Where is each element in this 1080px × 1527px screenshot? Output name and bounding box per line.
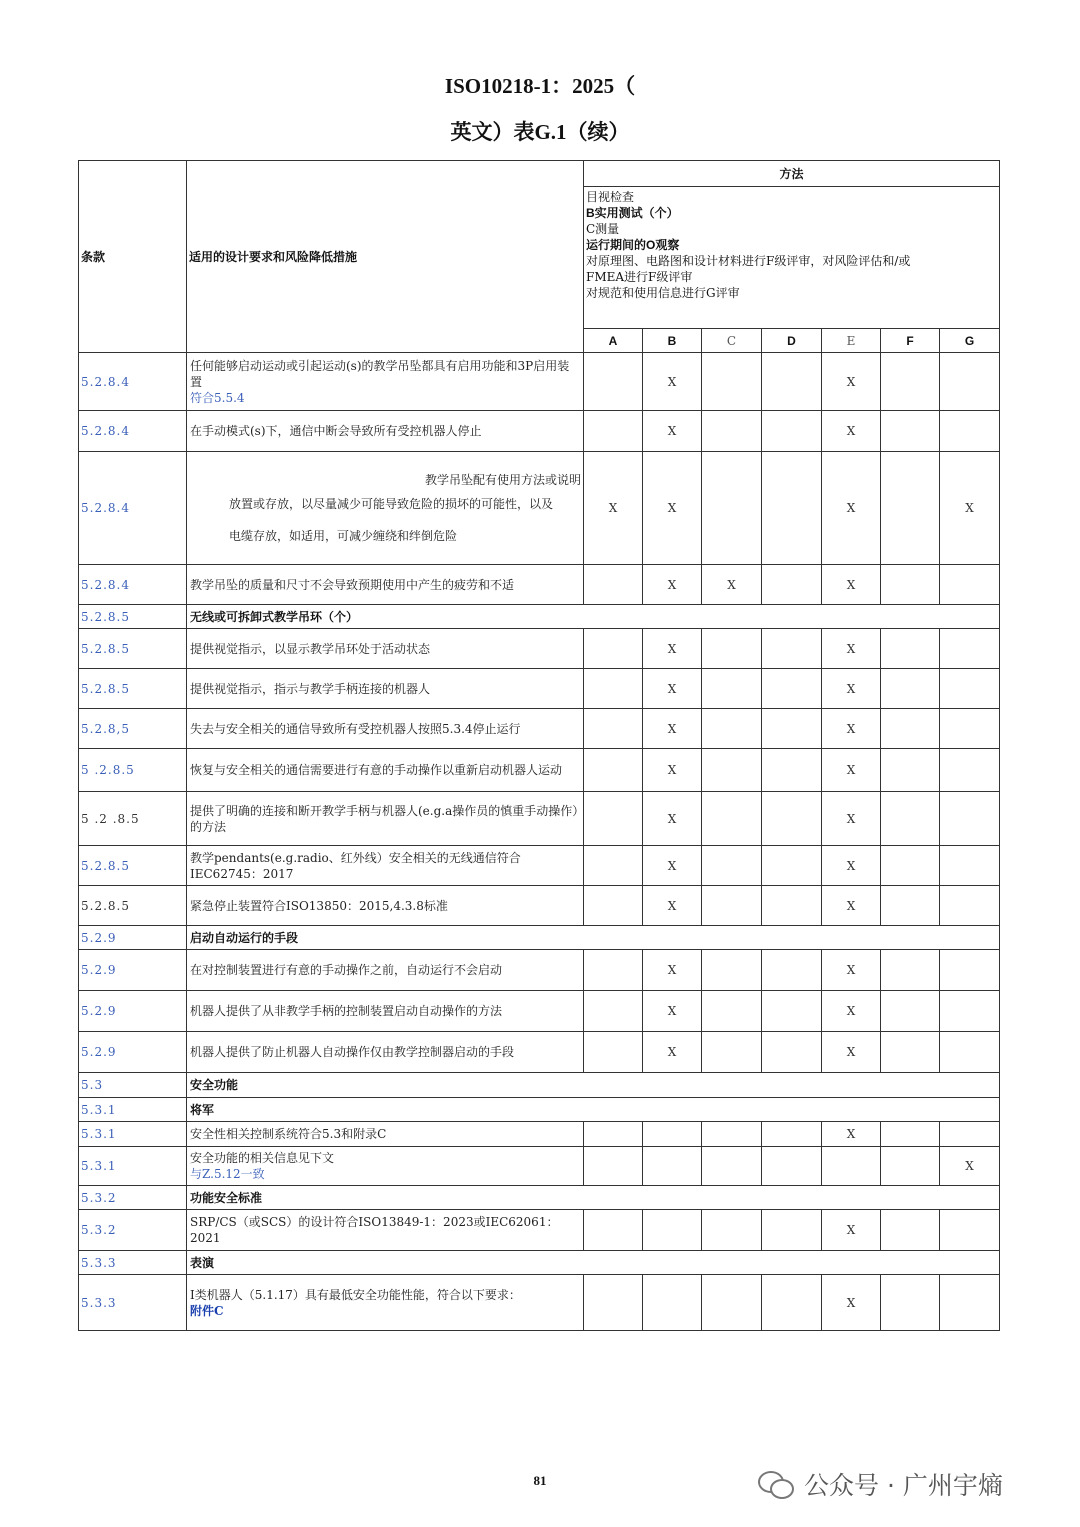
legend-line: 对原理图、电路图和设计材料进行F级评审，对风险评估和/或 [586, 254, 911, 268]
mark-cell-a [584, 886, 643, 926]
requirement-reference: 附件C [190, 1303, 224, 1318]
legend-line: 运行期间的O观察 [586, 238, 680, 252]
section-row [79, 1098, 1000, 1122]
mark-cell-g [940, 792, 1000, 846]
mark-cell-d [762, 792, 822, 846]
mark-cell-b [643, 1275, 702, 1331]
mark-cell-c [702, 1122, 762, 1147]
mark-cell-g [940, 411, 1000, 452]
clause-number: 5.2.9 [79, 1032, 187, 1073]
requirement-text [187, 991, 584, 1032]
clause-number: 5.2.9 [79, 926, 187, 950]
mark-cell-a [584, 1032, 643, 1073]
clause-number: 5.2.8.4 [79, 353, 187, 411]
clause-number: 5 .2 .8.5 [79, 792, 187, 846]
mark-cell-d [762, 950, 822, 991]
mark-cell-b: X [643, 452, 702, 565]
clause-number: 5.2.8.4 [79, 565, 187, 605]
mark-cell-a [584, 565, 643, 605]
mark-cell-g [940, 1275, 1000, 1331]
method-col-e: E [822, 329, 881, 353]
mark-cell-f [881, 669, 940, 709]
mark-cell-g [940, 353, 1000, 411]
mark-cell-a [584, 846, 643, 886]
requirement-line: 紧急停止装置符合ISO13850：2015,4.3.8标准 [190, 898, 448, 913]
requirement-line: 放置或存放，以尽量减少可能导致危险的损坏的可能性，以及 [229, 497, 554, 511]
clause-number: 5.2.8.5 [79, 886, 187, 926]
requirement-line: 任何能够启动运动或引起运动(s)的教学吊坠都具有启用功能和3P启用装置 [190, 358, 570, 389]
mark-cell-f [881, 1147, 940, 1186]
legend-line: 目视检查 [586, 190, 635, 204]
section-heading: 表演 [187, 1251, 1000, 1275]
mark-cell-e: X [822, 629, 881, 669]
mark-cell-b: X [643, 629, 702, 669]
mark-cell-f [881, 452, 940, 565]
table-row [79, 991, 1000, 1032]
mark-cell-c [702, 669, 762, 709]
watermark-text: 公众号 · 广州宇熵 [804, 1471, 1003, 1500]
mark-cell-b: X [643, 846, 702, 886]
table-row [79, 353, 1000, 411]
mark-cell-a [584, 1122, 643, 1147]
mark-cell-e: X [822, 846, 881, 886]
requirement-text [187, 1032, 584, 1073]
header-requirement: 适用的设计要求和风险降低措施 [187, 161, 584, 353]
mark-cell-a [584, 1210, 643, 1251]
mark-cell-f [881, 1275, 940, 1331]
method-col-b: B [643, 329, 702, 353]
mark-cell-d [762, 1032, 822, 1073]
section-row [79, 605, 1000, 629]
requirement-line: 提供视觉指示，指示与教学手柄连接的机器人 [190, 681, 431, 696]
mark-cell-f [881, 353, 940, 411]
clause-number: 5.3.3 [79, 1275, 187, 1331]
requirement-line: 教学吊坠配有使用方法或说明 [424, 473, 581, 487]
mark-cell-b: X [643, 991, 702, 1032]
legend-line: C测量 [586, 222, 620, 236]
requirement-text [187, 1122, 584, 1147]
mark-cell-d [762, 886, 822, 926]
mark-cell-a: X [584, 452, 643, 565]
mark-cell-b: X [643, 792, 702, 846]
mark-cell-f [881, 991, 940, 1032]
mark-cell-a [584, 749, 643, 792]
mark-cell-g [940, 565, 1000, 605]
mark-cell-b: X [643, 886, 702, 926]
mark-cell-g [940, 1032, 1000, 1073]
mark-cell-b: X [643, 1032, 702, 1073]
mark-cell-f [881, 886, 940, 926]
clause-number: 5.2.8,5 [79, 709, 187, 749]
mark-cell-g [940, 1122, 1000, 1147]
mark-cell-a [584, 709, 643, 749]
mark-cell-e: X [822, 709, 881, 749]
requirement-line: 安全性相关控制系统符合5.3和附录C [190, 1127, 387, 1141]
mark-cell-b: X [643, 709, 702, 749]
mark-cell-e: X [822, 1275, 881, 1331]
watermark [758, 1464, 1058, 1504]
mark-cell-c [702, 1032, 762, 1073]
requirement-text [187, 452, 584, 565]
mark-cell-d [762, 411, 822, 452]
clause-number: 5.3.2 [79, 1186, 187, 1210]
mark-cell-a [584, 991, 643, 1032]
clause-number: 5.2.8.4 [79, 452, 187, 565]
section-row [79, 1251, 1000, 1275]
table-row [79, 709, 1000, 749]
mark-cell-b: X [643, 669, 702, 709]
clause-number: 5 .2.8.5 [79, 749, 187, 792]
mark-cell-c [702, 991, 762, 1032]
table-row [79, 749, 1000, 792]
clause-number: 5.3.1 [79, 1122, 187, 1147]
mark-cell-b: X [643, 411, 702, 452]
mark-cell-f [881, 1122, 940, 1147]
method-col-c: C [702, 329, 762, 353]
header-methods: 方法 [584, 161, 1000, 187]
section-heading: 无线或可拆卸式教学吊环（个） [187, 605, 1000, 629]
mark-cell-e: X [822, 950, 881, 991]
page-number: 81 [533, 1473, 547, 1488]
table-row [79, 1275, 1000, 1331]
mark-cell-g [940, 991, 1000, 1032]
mark-cell-g [940, 886, 1000, 926]
clause-number: 5.3.2 [79, 1210, 187, 1251]
mark-cell-g [940, 669, 1000, 709]
section-row [79, 1186, 1000, 1210]
requirement-text [187, 411, 584, 452]
mark-cell-a [584, 411, 643, 452]
clause-number: 5.3.1 [79, 1098, 187, 1122]
mark-cell-a [584, 950, 643, 991]
wechat-icon [758, 1469, 794, 1499]
mark-cell-f [881, 846, 940, 886]
mark-cell-c: X [702, 565, 762, 605]
mark-cell-a [584, 792, 643, 846]
table-row [79, 411, 1000, 452]
table-row [79, 1122, 1000, 1147]
legend-line: FMEA进行F级评审 [586, 270, 693, 284]
mark-cell-g [940, 846, 1000, 886]
mark-cell-g: X [940, 1147, 1000, 1186]
clause-number: 5.3.3 [79, 1251, 187, 1275]
clause-number: 5.2.9 [79, 950, 187, 991]
mark-cell-d [762, 846, 822, 886]
requirement-text [187, 353, 584, 411]
mark-cell-f [881, 749, 940, 792]
requirement-line: I类机器人（5.1.17）具有最低安全功能性能，符合以下要求： [190, 1287, 521, 1302]
section-heading: 启动自动运行的手段 [187, 926, 1000, 950]
requirement-text [187, 629, 584, 669]
section-row [79, 926, 1000, 950]
mark-cell-d [762, 565, 822, 605]
requirement-text [187, 1147, 584, 1186]
requirement-text [187, 792, 584, 846]
mark-cell-c [702, 792, 762, 846]
requirement-line: 安全功能的相关信息见下文 [190, 1151, 335, 1165]
clause-number: 5.2.8.4 [79, 411, 187, 452]
mark-cell-e: X [822, 886, 881, 926]
requirement-text [187, 709, 584, 749]
mark-cell-b [643, 1122, 702, 1147]
method-col-f: F [881, 329, 940, 353]
mark-cell-c [702, 1210, 762, 1251]
mark-cell-d [762, 749, 822, 792]
requirement-line: 在对控制装置进行有意的手动操作之前，自动运行不会启动 [190, 963, 503, 977]
mark-cell-c [702, 1147, 762, 1186]
mark-cell-c [702, 846, 762, 886]
clause-number: 5.2.8.5 [79, 846, 187, 886]
mark-cell-b: X [643, 749, 702, 792]
table-row [79, 1032, 1000, 1073]
table-row [79, 565, 1000, 605]
mark-cell-e: X [822, 452, 881, 565]
mark-cell-b: X [643, 353, 702, 411]
clause-number: 5.2.8.5 [79, 669, 187, 709]
method-col-a: A [584, 329, 643, 353]
mark-cell-c [702, 411, 762, 452]
mark-cell-c [702, 629, 762, 669]
mark-cell-a [584, 1275, 643, 1331]
mark-cell-e: X [822, 1032, 881, 1073]
document-title-line2: 英文）表G.1（续） [450, 120, 630, 144]
requirement-text [187, 950, 584, 991]
mark-cell-d [762, 629, 822, 669]
section-row [79, 1073, 1000, 1098]
mark-cell-a [584, 353, 643, 411]
mark-cell-d [762, 1275, 822, 1331]
method-col-g: G [940, 329, 1000, 353]
mark-cell-e: X [822, 353, 881, 411]
requirement-text [187, 565, 584, 605]
table-row [79, 1210, 1000, 1251]
section-heading: 功能安全标准 [187, 1186, 1000, 1210]
mark-cell-g [940, 950, 1000, 991]
mark-cell-e [822, 1147, 881, 1186]
mark-cell-a [584, 1147, 643, 1186]
table-row [79, 629, 1000, 669]
legend-line: 对规范和使用信息进行G评审 [586, 286, 740, 300]
requirement-line: 机器人提供了防止机器人自动操作仅由教学控制器启动的手段 [190, 1045, 515, 1059]
requirement-line: 教学pendants(e.g.radio、红外线）安全相关的无线通信符合IEC62745：2017 [190, 850, 521, 881]
requirement-text [187, 846, 584, 886]
mark-cell-d [762, 1210, 822, 1251]
clause-number: 5.2.9 [79, 991, 187, 1032]
mark-cell-b: X [643, 950, 702, 991]
mark-cell-f [881, 709, 940, 749]
requirement-line: 机器人提供了从非教学手柄的控制装置启动自动操作的方法 [190, 1004, 503, 1018]
mark-cell-f [881, 565, 940, 605]
table-row [79, 886, 1000, 926]
mark-cell-e: X [822, 792, 881, 846]
mark-cell-e: X [822, 749, 881, 792]
mark-cell-f [881, 1032, 940, 1073]
mark-cell-d [762, 1147, 822, 1186]
mark-cell-g [940, 709, 1000, 749]
mark-cell-c [702, 749, 762, 792]
mark-cell-d [762, 353, 822, 411]
mark-cell-g: X [940, 452, 1000, 565]
mark-cell-c [702, 950, 762, 991]
mark-cell-d [762, 669, 822, 709]
mark-cell-f [881, 629, 940, 669]
mark-cell-c [702, 353, 762, 411]
requirement-line: 失去与安全相关的通信导致所有受控机器人按照5.3.4停止运行 [190, 721, 521, 736]
mark-cell-a [584, 669, 643, 709]
mark-cell-g [940, 1210, 1000, 1251]
mark-cell-c [702, 452, 762, 565]
requirement-text [187, 886, 584, 926]
mark-cell-e: X [822, 669, 881, 709]
header-clause: 条款 [79, 161, 187, 353]
mark-cell-f [881, 411, 940, 452]
requirement-line: 教学吊坠的质量和尺寸不会导致预期使用中产生的疲劳和不适 [190, 577, 515, 592]
mark-cell-b [643, 1147, 702, 1186]
requirement-line: 电缆存放，如适用，可减少缠绕和绊倒危险 [229, 529, 458, 543]
mark-cell-b: X [643, 565, 702, 605]
table-row [79, 792, 1000, 846]
mark-cell-g [940, 629, 1000, 669]
mark-cell-e: X [822, 991, 881, 1032]
table-row [79, 846, 1000, 886]
requirement-text [187, 749, 584, 792]
mark-cell-b [643, 1210, 702, 1251]
requirement-text [187, 1275, 584, 1331]
mark-cell-c [702, 886, 762, 926]
mark-cell-f [881, 1210, 940, 1251]
mark-cell-d [762, 709, 822, 749]
verification-table [78, 160, 1000, 1331]
clause-number: 5.3.1 [79, 1147, 187, 1186]
mark-cell-e: X [822, 1210, 881, 1251]
table-row [79, 950, 1000, 991]
table-row [79, 452, 1000, 565]
mark-cell-d [762, 1122, 822, 1147]
method-col-d: D [762, 329, 822, 353]
method-legend [584, 187, 1000, 329]
requirement-text [187, 669, 584, 709]
mark-cell-e: X [822, 411, 881, 452]
requirement-line: SRP/CS（或SCS）的设计符合ISO13849-1：2023或IEC62061：2021 [190, 1215, 559, 1245]
requirement-text [187, 1210, 584, 1251]
clause-number: 5.3 [79, 1073, 187, 1098]
requirement-line: 提供了明确的连接和断开教学手柄与机器人(e.g.a操作员的慎重手动操作）的方法 [190, 803, 579, 834]
section-heading: 将军 [187, 1098, 1000, 1122]
mark-cell-c [702, 709, 762, 749]
table-row [79, 1147, 1000, 1186]
document-title-line1: ISO10218-1：2025（ [444, 74, 636, 98]
mark-cell-f [881, 792, 940, 846]
clause-number: 5.2.8.5 [79, 605, 187, 629]
requirement-reference: 符合5.5.4 [190, 390, 245, 405]
section-heading: 安全功能 [187, 1073, 1000, 1098]
mark-cell-c [702, 1275, 762, 1331]
mark-cell-d [762, 452, 822, 565]
mark-cell-f [881, 950, 940, 991]
requirement-line: 在手动模式(s)下，通信中断会导致所有受控机器人停止 [190, 424, 482, 438]
clause-number: 5.2.8.5 [79, 629, 187, 669]
legend-line: B实用测试（个） [586, 206, 679, 220]
mark-cell-e: X [822, 565, 881, 605]
mark-cell-a [584, 629, 643, 669]
mark-cell-d [762, 991, 822, 1032]
requirement-line: 提供视觉指示，以显示教学吊环处于活动状态 [190, 641, 431, 656]
mark-cell-g [940, 749, 1000, 792]
requirement-line: 恢复与安全相关的通信需要进行有意的手动操作以重新启动机器人运动 [190, 763, 563, 777]
mark-cell-e: X [822, 1122, 881, 1147]
requirement-reference: 与Z.5.12一致 [190, 1167, 265, 1181]
table-row [79, 669, 1000, 709]
